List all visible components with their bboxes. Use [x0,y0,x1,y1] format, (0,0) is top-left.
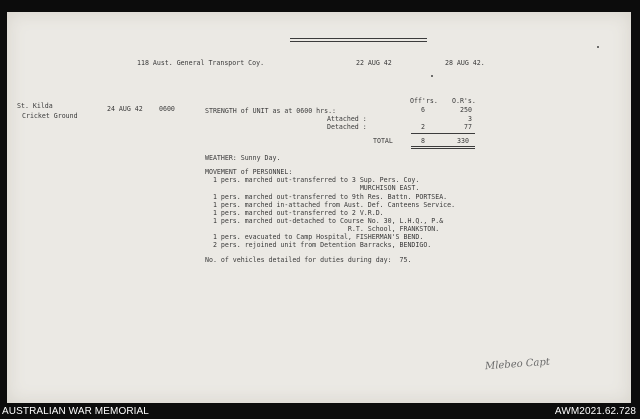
movement-line: 1 pers. marched in-attached from Aust. Def. Canteens Service. [205,201,456,209]
detached-ors-value: 77 [464,123,472,131]
strength-total-rule-bottom-2 [411,148,475,149]
strength-ors-value: 250 [460,106,472,114]
movement-line: 2 pers. rejoined unit from Detention Barracks, BENDIGO. [205,241,432,249]
location-line-1: St. Kilda [17,102,53,110]
total-ors-value: 330 [457,137,469,145]
strength-total-rule-top [411,133,475,134]
vehicles-detailed: No. of vehicles detailed for duties during day: 75. [205,256,412,264]
detached-offrs-value: 2 [421,123,425,131]
entry-time: 0600 [159,105,175,113]
movement-line: 1 pers. marched out-detached to Course No. 30, L.H.Q., P.& [205,217,444,225]
total-label: TOTAL [373,137,393,145]
footer-archive-name: AUSTRALIAN WAR MEMORIAL [2,406,149,417]
period-start-date: 22 AUG 42 [356,59,392,67]
location-line-2: Cricket Ground [22,112,78,120]
attached-label: Attached : [327,115,367,123]
movement-line: MURCHISON EAST. [205,184,420,192]
unit-name: 118 Aust. General Transport Coy. [137,59,265,67]
weather: WEATHER: Sunny Day. [205,154,281,162]
title-rule-top [290,38,427,39]
movement-line: 1 pers. marched out-transferred to 2 V.R.D. [205,209,384,217]
officer-signature: Mlebeo Capt [484,356,551,373]
movement-line: 1 pers. marched out-transferred to 9th Res. Battn. PORTSEA. [205,193,448,201]
strength-total-rule-bottom-1 [411,146,475,147]
movement-title: MOVEMENT of PERSONNEL: [205,168,293,176]
strength-column-ors: O.R's. [452,97,476,105]
movement-line: R.T. School, FRANKSTON. [205,225,440,233]
document-page [7,12,631,403]
title-rule-bottom [290,41,427,42]
detached-label: Detached : [327,123,367,131]
footer-accession-number: AWM2021.62.728 [554,406,636,417]
movement-line: 1 pers. marched out-transferred to 3 Sup. Pers. Coy. [205,176,420,184]
ink-dot [597,46,599,48]
strength-offrs-value: 6 [421,106,425,114]
entry-date: 24 AUG 42 [107,105,143,113]
attached-ors-value: 3 [468,115,472,123]
total-offrs-value: 8 [421,137,425,145]
strength-column-offrs: Off'rs. [410,97,438,105]
strength-label: STRENGTH of UNIT as at 0600 hrs.: [205,107,337,115]
movement-line: 1 pers. evacuated to Camp Hospital, FISHERMAN'S BEND. [205,233,424,241]
period-end-date: 28 AUG 42. [445,59,485,67]
ink-dot [431,75,433,77]
